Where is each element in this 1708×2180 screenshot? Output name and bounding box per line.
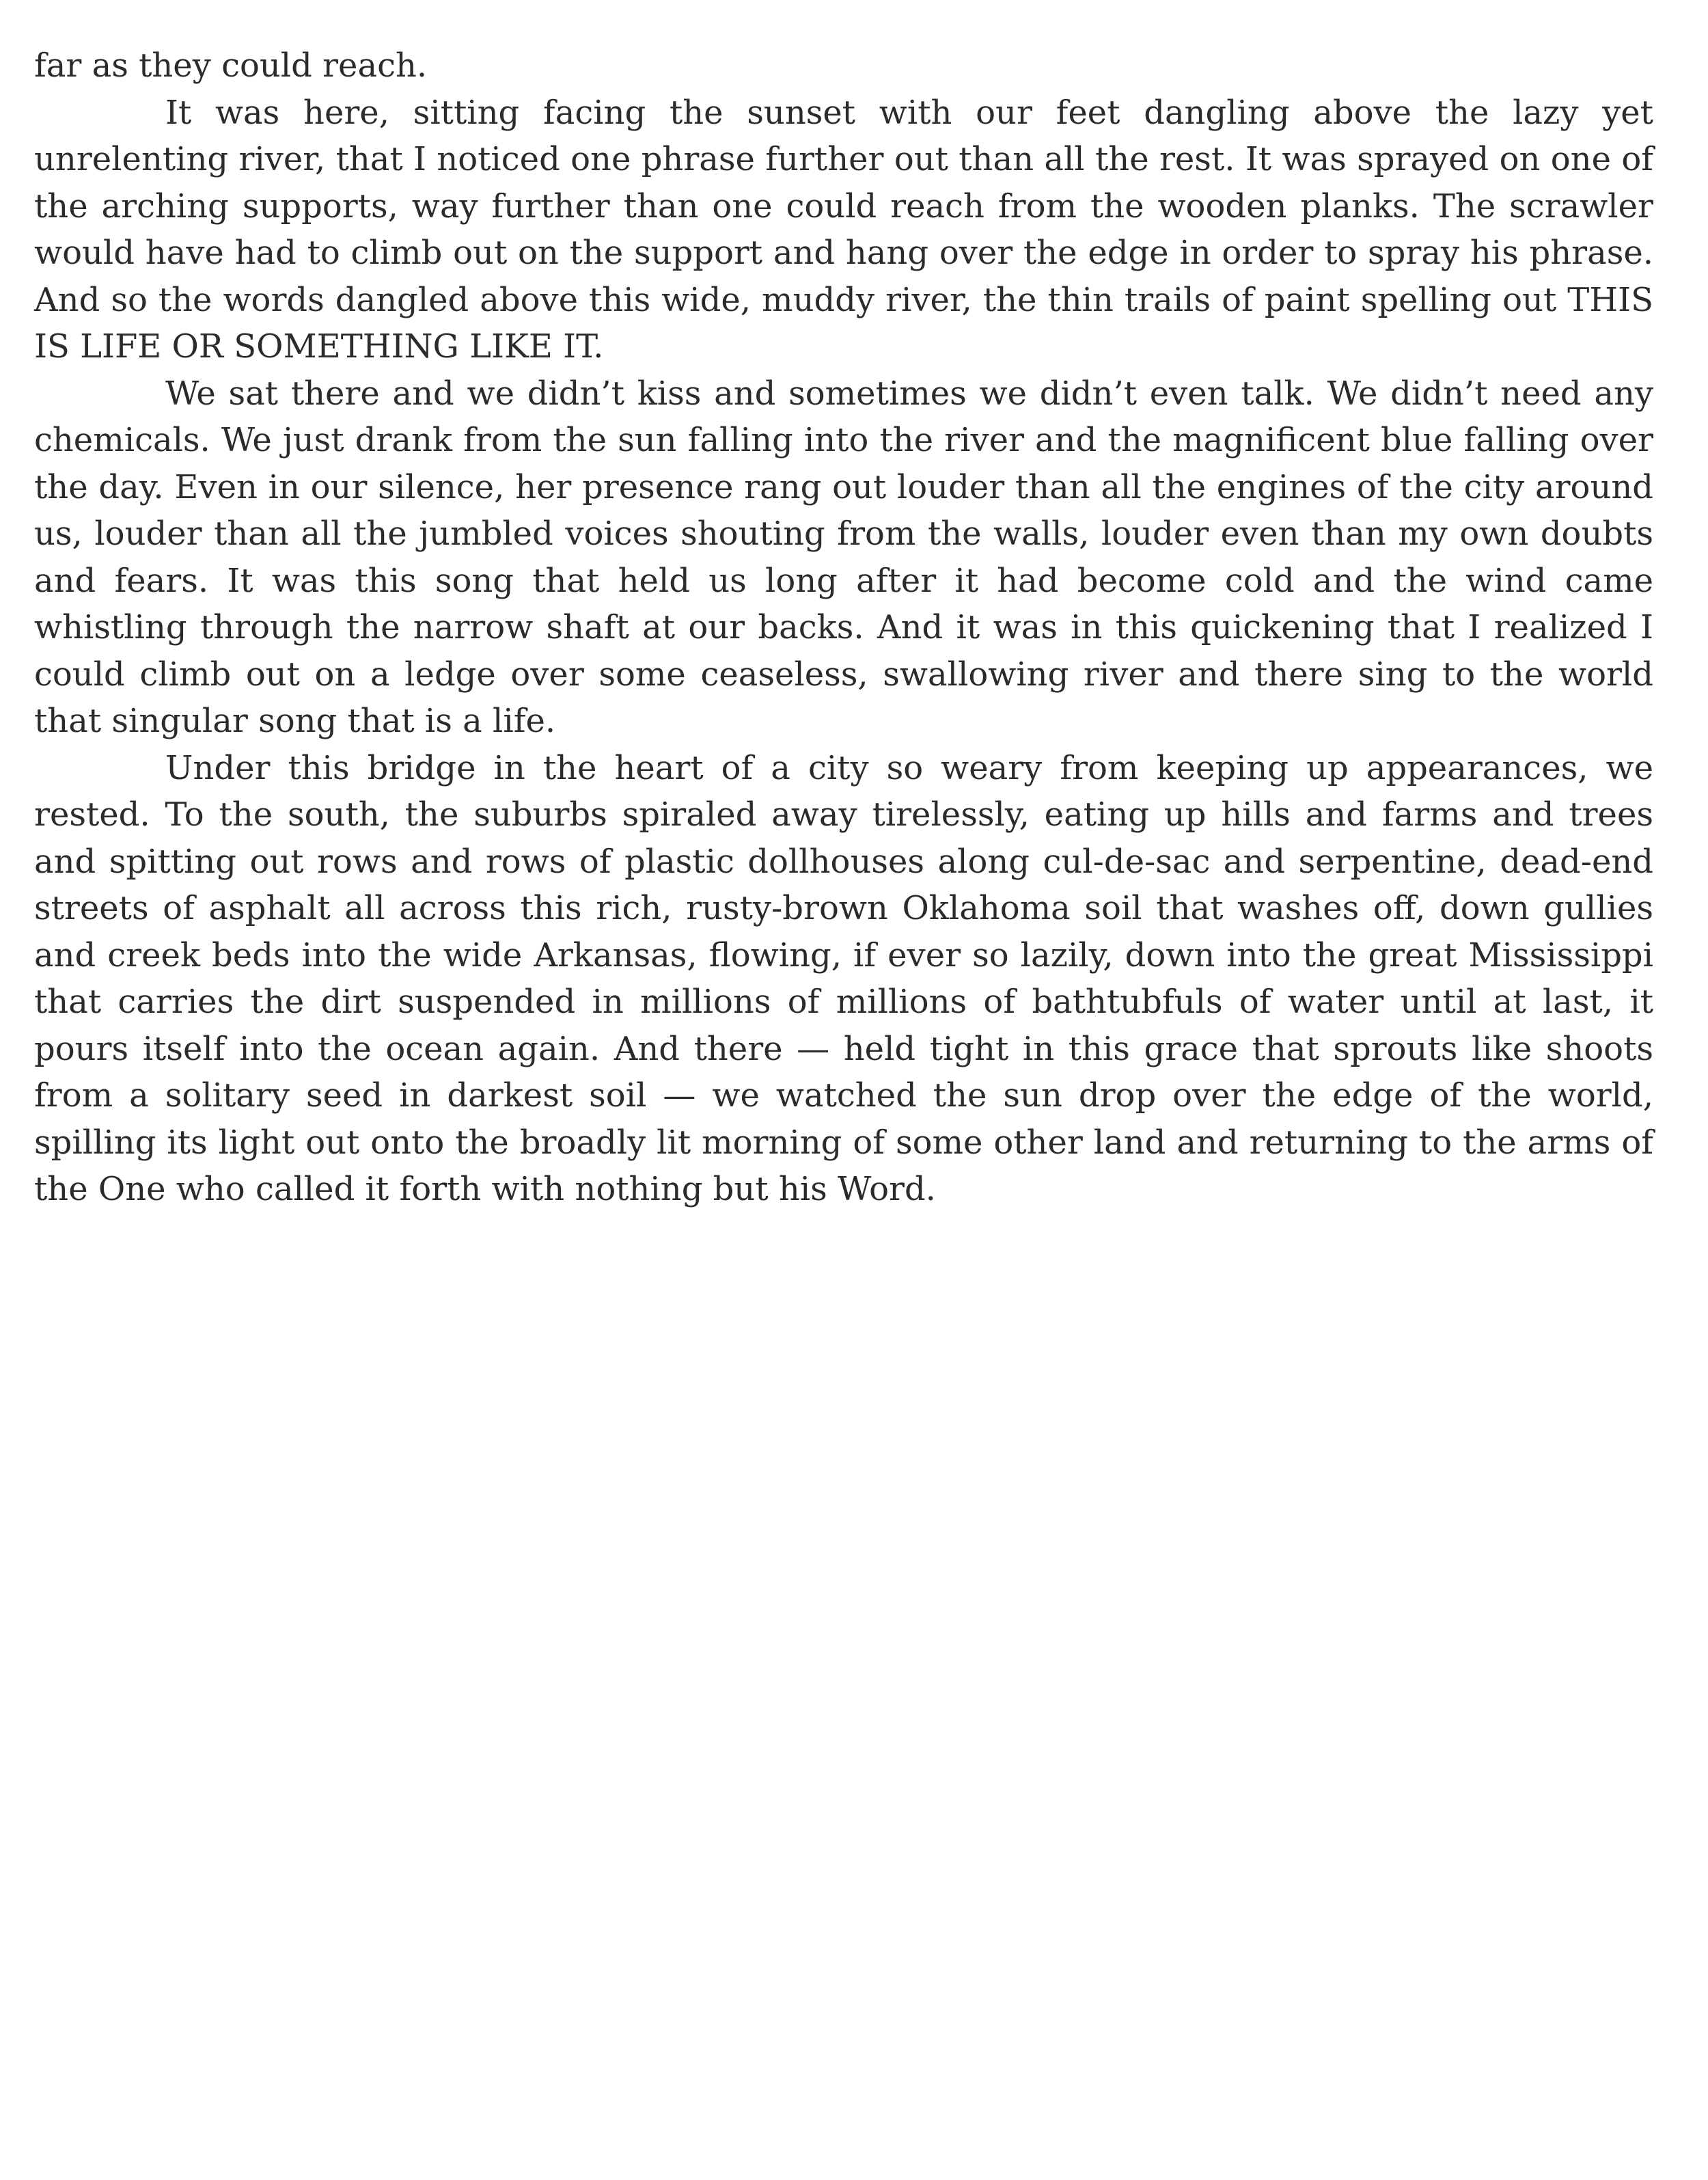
paragraph-silence-song: We sat there and we didn’t kiss and sometimes we didn’t even talk. We didn’t need any chemicals. We just drank from the sun falling into the river and the magnificent blue falling over the day. Even in our silence, her presence rang out louder than all the engines of the city around us, louder than all the jumbled voices shouting from the walls, louder even than my own doubts and fears. It was this song that held us long after it had become cold and the wind came whistling through the narrow shaft at our backs. And it was in this quickening that I realized I could climb out on a ledge over some ceaseless, swallowing river and there sing to the world that singular song that is a life. [34,374,1653,740]
document-page [34,42,1653,1213]
paragraph-continuation: far as they could reach. [34,46,428,85]
paragraph-under-bridge: Under this bridge in the heart of a city so weary from keeping up appearances, we rested. To the south, the suburbs spiraled away tirelessly, eating up hills and farms and trees and spitting out rows and rows of plastic dollhouses along cul-de-sac and serpentine, dead-end streets of asphalt all across this rich, rusty-brown Oklahoma soil that washes off, down gullies and creek beds into the wide Arkansas, flowing, if ever so lazily, down into the great Mississippi that carries the dirt suspended in millions of millions of bathtubfuls of water until at last, it pours itself into the ocean again. And there — held tight in this grace that sprouts like shoots from a solitary seed in darkest soil — we watched the sun drop over the edge of the world, spilling its light out onto the broadly lit morning of some other land and returning to the arms of the One who called it forth with nothing but his Word. [34,748,1653,1208]
paragraph-bridge-phrase: It was here, sitting facing the sunset with our feet dangling above the lazy yet unrelenting river, that I noticed one phrase further out than all the rest. It was sprayed on one of the arching supports, way further than one could reach from the wooden planks. The scrawler would have had to climb out on the support and hang over the edge in order to spray his phrase. And so the words dangled above this wide, muddy river, the thin trails of paint spelling out THIS IS LIFE OR SOMETHING LIKE IT. [34,93,1653,366]
